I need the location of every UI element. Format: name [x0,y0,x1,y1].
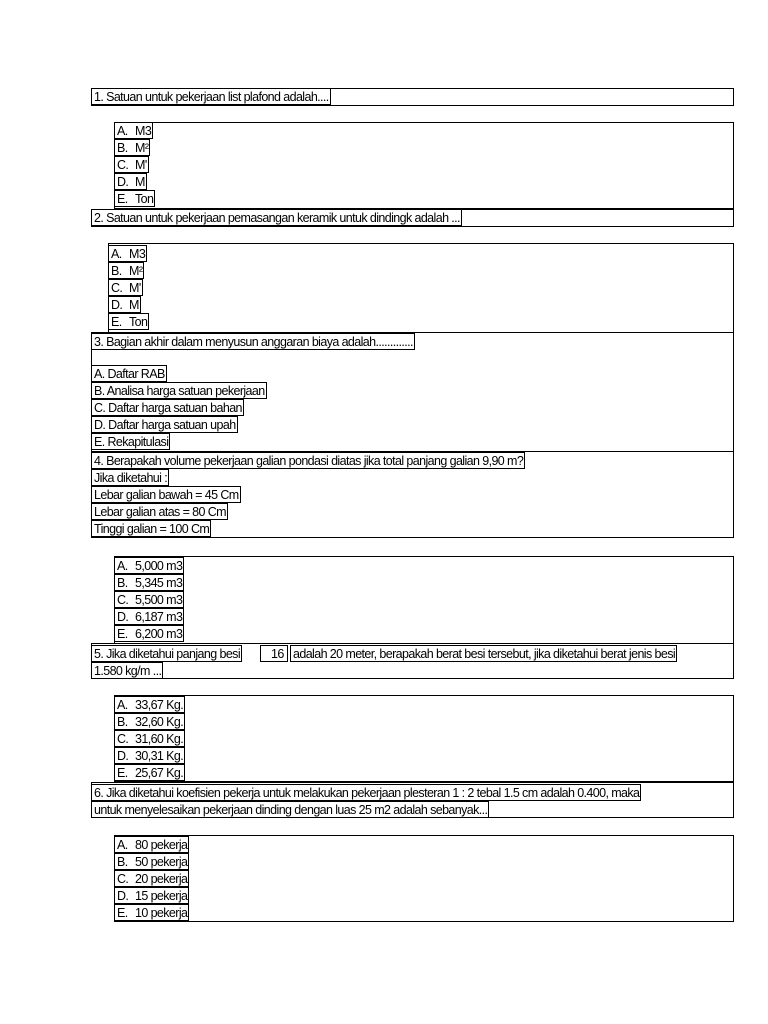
q5-diameter: 16 [260,645,288,662]
q4-bottom-rule [91,537,734,538]
q5-text-part2: adalah 20 meter, berapakah berat besi tersebut, jika diketahui berat jenis besi [290,645,677,662]
q4-option-e[interactable]: E. 6,200 m3 [114,625,184,642]
q5-option-e[interactable]: E. 25,67 Kg. [114,764,185,781]
q2-option-c[interactable]: C. M' [108,279,143,296]
q4-given-bottom-width: Lebar galian bawah = 45 Cm [91,486,241,503]
q5-text-part1: 5. Jika diketahui panjang besi [91,645,242,662]
q5-option-b[interactable]: B. 32,60 Kg. [114,713,185,730]
q4-option-a[interactable]: A. 5,000 m3 [114,557,184,574]
q4-option-b[interactable]: B. 5,345 m3 [114,574,184,591]
q3-text: 3. Bagian akhir dalam menyusun anggaran biaya adalah............. [91,333,415,350]
q6-option-e[interactable]: E. 10 pekerja [114,904,189,921]
q3-option-a[interactable]: A. Daftar RAB [91,365,167,382]
q5-option-a[interactable]: A. 33,67 Kg. [114,696,185,713]
q3-option-d[interactable]: D. Daftar harga satuan upah [91,416,238,433]
q3-option-b[interactable]: B. Analisa harga satuan pekerjaan [91,382,267,399]
q1-option-c[interactable]: C. M' [114,156,149,173]
q2-option-b[interactable]: B. M² [108,262,144,279]
q3-option-e[interactable]: E. Rekapitulasi [91,433,170,450]
q2-option-a[interactable]: A. M3 [108,245,147,262]
q2-options-frame [108,243,734,333]
q4-given-intro: Jika diketahui : [91,469,169,486]
q2-option-d[interactable]: D. M [108,296,141,313]
q6-option-a[interactable]: A. 80 pekerja [114,836,189,853]
q1-option-b[interactable]: B. M² [114,139,150,156]
q5-option-c[interactable]: C. 31,60 Kg. [114,730,185,747]
q3q4-right-rule [733,332,734,538]
q6-option-c[interactable]: C. 20 pekerja [114,870,189,887]
q1-options-frame [114,122,734,209]
q4-option-d[interactable]: D. 6,187 m3 [114,608,184,625]
q1-option-a[interactable]: A. M3 [114,122,153,139]
q4-option-c[interactable]: C. 5,500 m3 [114,591,184,608]
q6-options-frame [114,835,734,922]
q6-text-line2: untuk menyelesaikan pekerjaan dinding dengan luas 25 m2 adalah sebanyak... [91,801,489,818]
q5-options-frame [114,695,734,782]
q1-option-e[interactable]: E. Ton [114,190,155,207]
q1-text: 1. Satuan untuk pekerjaan list plafond adalah.... [91,88,331,105]
q2-text: 2. Satuan untuk pekerjaan pemasangan keramik untuk dindingk adalah ... [91,209,462,226]
q6-text-line1: 6. Jika diketahui koefisien pekerja untuk melakukan pekerjaan plesteran 1 : 2 tebal 1.5 cm adalah 0.400, maka [91,784,641,801]
q6-option-d[interactable]: D. 15 pekerja [114,887,189,904]
q4-given-top-width: Lebar galian atas = 80 Cm [91,503,228,520]
q6-option-b[interactable]: B. 50 pekerja [114,853,189,870]
q4-options-frame [114,556,734,644]
q5-option-d[interactable]: D. 30,31 Kg. [114,747,185,764]
q1-option-d[interactable]: D. M [114,173,147,190]
q4-given-height: Tinggi galian = 100 Cm [91,520,211,537]
q2-option-e[interactable]: E. Ton [108,313,149,330]
q3-option-c[interactable]: C. Daftar harga satuan bahan [91,399,244,416]
q5-text-line2: 1.580 kg/m ... [91,662,163,679]
q4-text: 4. Berapakah volume pekerjaan galian pondasi diatas jika total panjang galian 9,90 m? [91,452,525,469]
